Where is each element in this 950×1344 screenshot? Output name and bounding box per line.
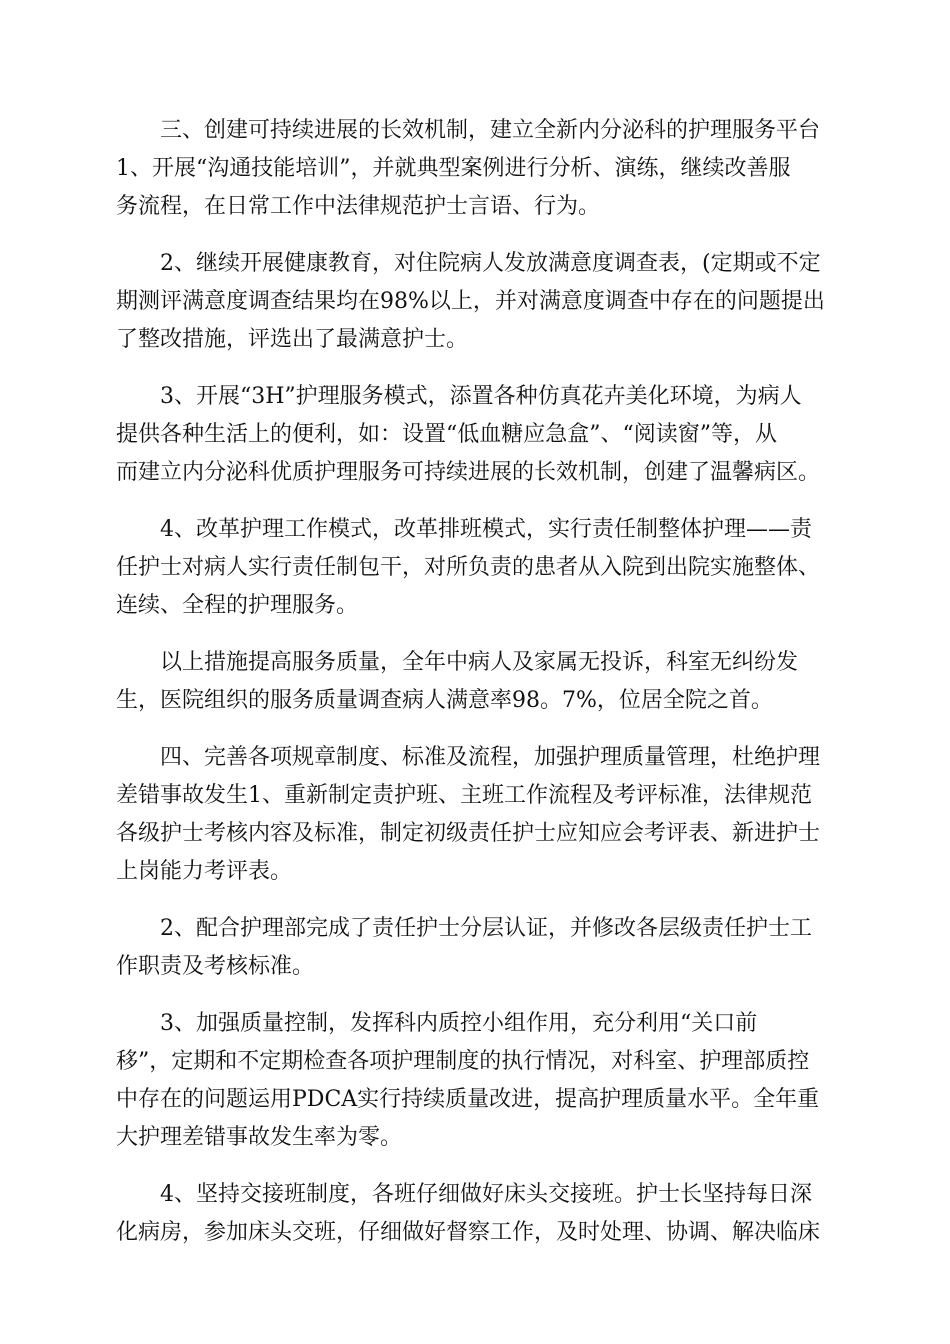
document-body	[116, 112, 832, 1271]
text-line: 3、加强质量控制，发挥科内质控小组作用，充分利用“关口前	[160, 1011, 758, 1036]
text-line: 务流程，在日常工作中法律规范护士言语、行为。	[116, 194, 601, 219]
text-line: 上岗能力考评表。	[116, 859, 293, 884]
text-line: 四、完善各项规章制度、标准及流程，加强护理质量管理，杜绝护理	[160, 745, 821, 770]
paragraph	[116, 644, 832, 720]
text-line: 化病房，参加床头交班，仔细做好督察工作，及时处理、协调、解决临床	[116, 1220, 821, 1245]
text-line: 提供各种生活上的便利，如：设置“低血糖应急盒”、“阅读窗”等，从	[116, 422, 777, 447]
paragraph	[116, 1005, 832, 1157]
text-line: 各级护士考核内容及标准，制定初级责任护士应知应会考评表、新进护士	[116, 821, 821, 846]
text-line: 4、改革护理工作模式，改革排班模式，实行责任制整体护理——责	[160, 517, 812, 542]
paragraph	[116, 910, 832, 986]
text-line: 生，医院组织的服务质量调查病人满意率98。7%，位居全院之首。	[116, 688, 773, 713]
text-line: 差错事故发生1、重新制定责护班、主班工作流程及考评标准，法律规范	[116, 783, 812, 808]
paragraph	[116, 245, 832, 359]
text-line: 了整改措施，评选出了最满意护士。	[116, 327, 469, 352]
paragraph	[116, 378, 832, 492]
text-line: 1、开展“沟通技能培训”，并就典型案例进行分析、演练，继续改善服	[116, 156, 791, 181]
paragraph	[116, 511, 832, 625]
text-line: 连续、全程的护理服务。	[116, 593, 359, 618]
text-line: 以上措施提高服务质量，全年中病人及家属无投诉，科室无纠纷发	[160, 650, 799, 675]
paragraph	[116, 112, 832, 226]
text-line: 4、坚持交接班制度，各班仔细做好床头交接班。护士长坚持每日深	[160, 1182, 812, 1207]
paragraph	[116, 739, 832, 891]
text-line: 2、继续开展健康教育，对住院病人发放满意度调查表，(定期或不定	[160, 251, 821, 276]
text-line: 期测评满意度调查结果均在98%以上，并对满意度调查中存在的问题提出	[116, 289, 825, 314]
text-line: 2、配合护理部完成了责任护士分层认证，并修改各层级责任护士工	[160, 916, 812, 941]
text-line: 三、创建可持续进展的长效机制，建立全新内分泌科的护理服务平台	[160, 118, 821, 143]
text-line: 中存在的问题运用PDCA实行持续质量改进，提高护理质量水平。全年重	[116, 1087, 820, 1112]
text-line: 作职责及考核标准。	[116, 954, 315, 979]
paragraph	[116, 1176, 832, 1252]
text-line: 任护士对病人实行责任制包干，对所负责的患者从入院到出院实施整体、	[116, 555, 821, 580]
text-line: 3、开展“3H”护理服务模式，添置各种仿真花卉美化环境，为病人	[160, 384, 802, 409]
text-line: 而建立内分泌科优质护理服务可持续进展的长效机制，创建了温馨病区。	[116, 460, 821, 485]
text-line: 移”，定期和不定期检查各项护理制度的执行情况，对科室、护理部质控	[116, 1049, 810, 1074]
text-line: 大护理差错事故发生率为零。	[116, 1125, 403, 1150]
